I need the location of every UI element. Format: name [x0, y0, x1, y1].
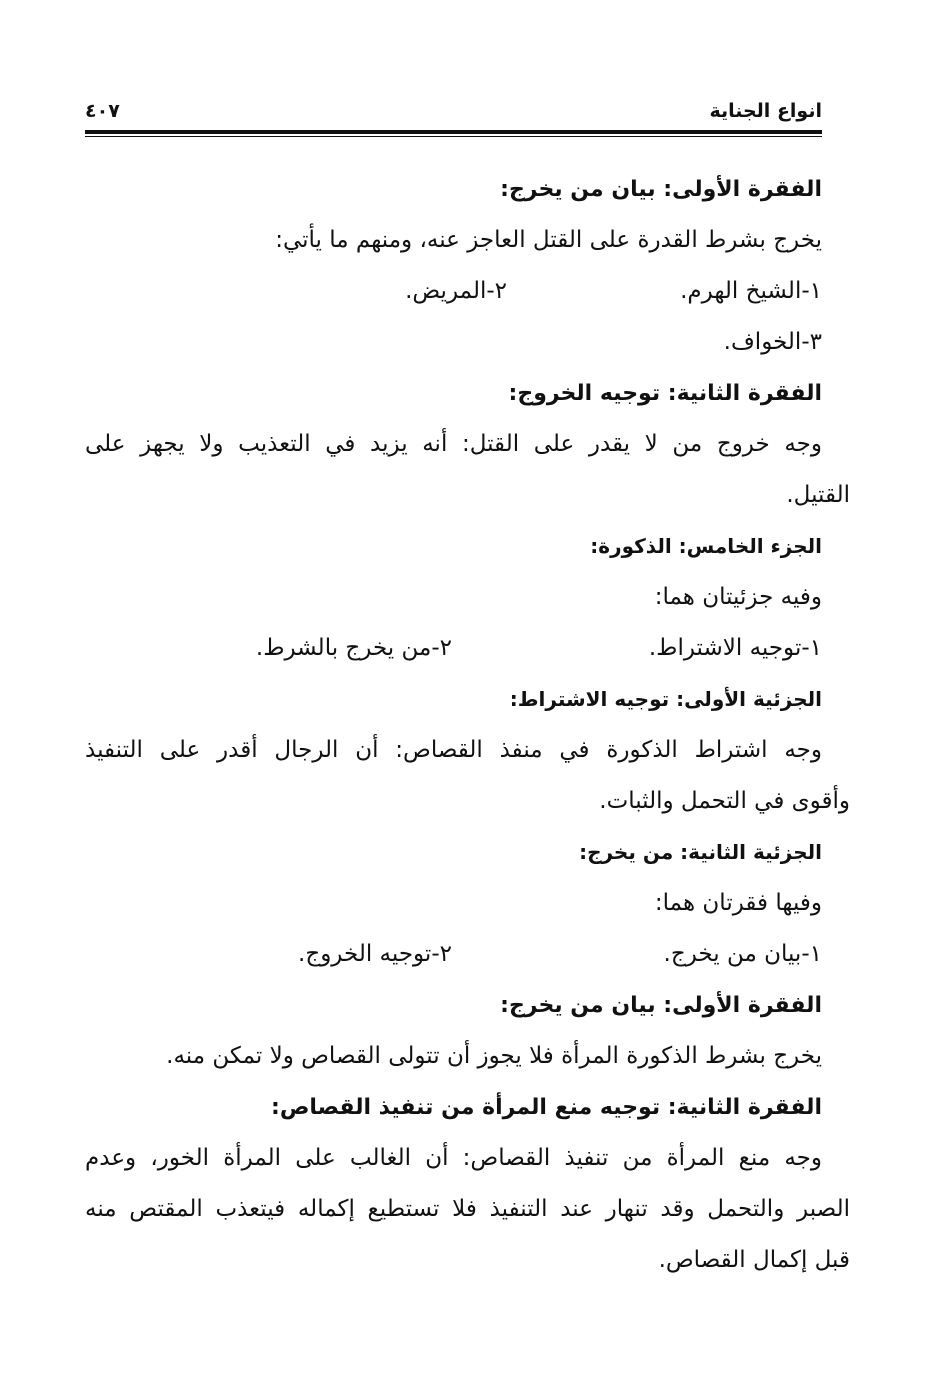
- list-item: ٣-الخواف.: [723, 329, 822, 355]
- list-item: ٢-من يخرج بالشرط.: [255, 635, 452, 661]
- list-item: ١-توجيه الاشتراط.: [648, 635, 822, 661]
- page-header: [85, 92, 822, 130]
- text-line: وجه اشتراط الذكورة في منفذ القصاص: أن الرجال أقدر على التنفيذ: [85, 737, 822, 763]
- section-heading: الجزئية الأولى: توجيه الاشتراط:: [509, 687, 822, 711]
- list-pair: [85, 929, 822, 980]
- list-item: ١-الشيخ الهرم.: [680, 278, 822, 304]
- text-line: يخرج بشرط الذكورة المرأة فلا يجوز أن تتولى القصاص ولا تمكن منه.: [166, 1043, 822, 1069]
- page-body: [85, 164, 850, 1286]
- running-title: انواع الجناية: [709, 100, 822, 122]
- list-item: ٢-المريض.: [405, 278, 507, 304]
- text-line: وجه منع المرأة من تنفيذ القصاص: أن الغالب على المرأة الخور، وعدم: [85, 1145, 822, 1171]
- paragraph-heading: الفقرة الثانية: توجيه منع المرأة من تنفيذ القصاص:: [271, 1095, 822, 1120]
- text-line: الصبر والتحمل وقد تنهار عند التنفيذ فلا تستطيع إكماله فيتعذب المقتص منه: [85, 1196, 850, 1222]
- header-rule-thick: [85, 130, 822, 134]
- header-rule-thin: [85, 136, 822, 137]
- paragraph-heading: الفقرة الأولى: بيان من يخرج:: [500, 993, 822, 1018]
- text-line: وفيها فقرتان هما:: [654, 890, 822, 916]
- paragraph-heading: الفقرة الأولى: بيان من يخرج:: [500, 177, 822, 202]
- text-line: القتيل.: [786, 482, 850, 508]
- section-heading: الجزء الخامس: الذكورة:: [590, 534, 822, 558]
- list-item: ١-بيان من يخرج.: [663, 941, 822, 967]
- page-number: ٤٠٧: [85, 100, 120, 122]
- section-heading: الجزئية الثانية: من يخرج:: [579, 840, 822, 864]
- text-line: قبل إكمال القصاص.: [658, 1247, 850, 1273]
- text-line: يخرج بشرط القدرة على القتل العاجز عنه، ومنهم ما يأتي:: [275, 227, 822, 253]
- text-line: وأقوى في التحمل والثبات.: [599, 788, 850, 814]
- text-line: وفيه جزئيتان هما:: [654, 584, 822, 610]
- list-pair: [85, 623, 822, 674]
- list-pair: [85, 266, 822, 317]
- list-item: ٢-توجيه الخروج.: [298, 941, 452, 967]
- paragraph-heading: الفقرة الثانية: توجيه الخروج:: [508, 381, 822, 406]
- text-line: وجه خروج من لا يقدر على القتل: أنه يزيد في التعذيب ولا يجهز على: [85, 431, 822, 457]
- book-page: [85, 92, 850, 1292]
